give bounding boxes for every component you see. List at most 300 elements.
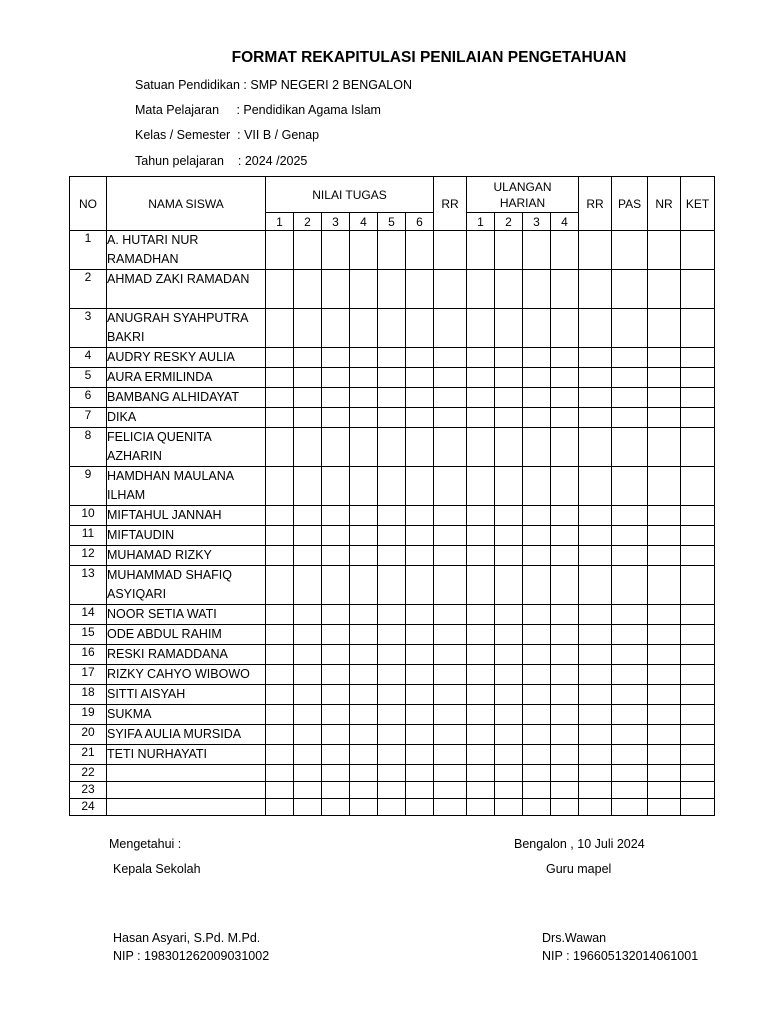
score-cell (467, 745, 495, 765)
info-value: Pendidikan Agama Islam (243, 103, 381, 117)
score-cell (378, 605, 406, 625)
score-cell (467, 705, 495, 725)
score-cell (406, 765, 434, 782)
score-cell (612, 705, 648, 725)
score-cell (551, 645, 579, 665)
score-cell (612, 765, 648, 782)
table-row (70, 368, 715, 388)
score-cell (551, 467, 579, 506)
score-cell (350, 605, 378, 625)
row-number: 18 (70, 685, 107, 705)
score-cell (681, 231, 715, 270)
row-number: 14 (70, 605, 107, 625)
score-cell (350, 799, 378, 816)
score-cell (350, 309, 378, 348)
score-cell (612, 368, 648, 388)
score-cell (266, 546, 294, 566)
score-cell (648, 467, 681, 506)
score-cell (467, 725, 495, 745)
score-cell (495, 388, 523, 408)
score-cell (495, 765, 523, 782)
row-number: 9 (70, 467, 107, 506)
score-cell (681, 625, 715, 645)
score-cell (551, 348, 579, 368)
score-cell (378, 368, 406, 388)
score-cell (579, 765, 612, 782)
table-row (70, 506, 715, 526)
student-name: DIKA (107, 408, 266, 428)
score-cell (266, 645, 294, 665)
score-cell (612, 665, 648, 685)
table-row (70, 705, 715, 725)
score-cell (434, 685, 467, 705)
score-cell (434, 309, 467, 348)
score-cell (378, 645, 406, 665)
score-cell (434, 408, 467, 428)
header-tugas-col: 3 (322, 213, 350, 231)
score-cell (648, 605, 681, 625)
score-cell (406, 368, 434, 388)
score-cell (350, 526, 378, 546)
score-cell (322, 368, 350, 388)
score-cell (322, 408, 350, 428)
score-cell (495, 645, 523, 665)
row-number: 15 (70, 625, 107, 645)
student-name: MUHAMMAD SHAFIQ ASYIQARI (107, 566, 266, 605)
score-cell (350, 645, 378, 665)
score-cell (350, 348, 378, 368)
score-cell (495, 685, 523, 705)
score-cell (467, 546, 495, 566)
score-cell (322, 348, 350, 368)
score-cell (612, 782, 648, 799)
score-cell (467, 408, 495, 428)
score-cell (322, 725, 350, 745)
score-cell (434, 705, 467, 725)
score-cell (681, 705, 715, 725)
score-cell (378, 546, 406, 566)
score-cell (467, 348, 495, 368)
student-name: RESKI RAMADDANA (107, 645, 266, 665)
score-cell (434, 665, 467, 685)
score-cell (648, 782, 681, 799)
score-cell (406, 645, 434, 665)
score-cell (322, 467, 350, 506)
score-cell (406, 428, 434, 467)
score-cell (350, 388, 378, 408)
score-cell (648, 408, 681, 428)
row-number: 13 (70, 566, 107, 605)
score-cell (551, 270, 579, 309)
score-cell (294, 428, 322, 467)
score-cell (681, 506, 715, 526)
score-cell (266, 231, 294, 270)
score-cell (495, 546, 523, 566)
score-cell (434, 605, 467, 625)
score-cell (648, 506, 681, 526)
score-cell (350, 765, 378, 782)
score-cell (648, 368, 681, 388)
table-row (70, 231, 715, 270)
table-row (70, 745, 715, 765)
score-cell (523, 309, 551, 348)
score-cell (648, 765, 681, 782)
score-cell (406, 526, 434, 546)
score-cell (523, 705, 551, 725)
student-name: SITTI AISYAH (107, 685, 266, 705)
student-name: AURA ERMILINDA (107, 368, 266, 388)
score-cell (648, 665, 681, 685)
score-cell (350, 546, 378, 566)
score-cell (434, 467, 467, 506)
score-cell (266, 765, 294, 782)
score-cell (551, 799, 579, 816)
score-cell (681, 665, 715, 685)
header-pas: PAS (612, 177, 648, 231)
score-cell (523, 765, 551, 782)
score-cell (681, 270, 715, 309)
score-cell (551, 665, 579, 685)
score-cell (523, 408, 551, 428)
score-cell (579, 467, 612, 506)
score-cell (551, 566, 579, 605)
score-cell (681, 546, 715, 566)
score-cell (467, 368, 495, 388)
score-cell (579, 745, 612, 765)
score-cell (350, 665, 378, 685)
score-cell (266, 408, 294, 428)
score-cell (681, 725, 715, 745)
score-cell (681, 799, 715, 816)
score-cell (467, 782, 495, 799)
score-cell (681, 745, 715, 765)
score-cell (467, 566, 495, 605)
score-cell (406, 782, 434, 799)
student-name: HAMDHAN MAULANA ILHAM (107, 467, 266, 506)
score-cell (467, 231, 495, 270)
header-ulangan-line2: HARIAN (499, 195, 546, 210)
score-cell (551, 428, 579, 467)
score-cell (322, 665, 350, 685)
score-cell (434, 428, 467, 467)
score-cell (612, 685, 648, 705)
score-cell (350, 506, 378, 526)
student-name: MIFTAUDIN (107, 526, 266, 546)
score-cell (406, 665, 434, 685)
row-number: 22 (70, 765, 107, 782)
score-cell (551, 745, 579, 765)
score-cell (648, 348, 681, 368)
score-cell (523, 605, 551, 625)
score-cell (579, 388, 612, 408)
score-cell (579, 685, 612, 705)
row-number: 11 (70, 526, 107, 546)
score-cell (495, 745, 523, 765)
score-cell (294, 467, 322, 506)
score-cell (495, 368, 523, 388)
score-cell (350, 725, 378, 745)
table-row (70, 526, 715, 546)
row-number: 16 (70, 645, 107, 665)
score-cell (551, 765, 579, 782)
score-cell (551, 309, 579, 348)
score-cell (612, 725, 648, 745)
score-cell (434, 625, 467, 645)
score-cell (350, 782, 378, 799)
table-row (70, 348, 715, 368)
student-name: BAMBANG ALHIDAYAT (107, 388, 266, 408)
row-number: 8 (70, 428, 107, 467)
score-cell (434, 725, 467, 745)
row-number: 7 (70, 408, 107, 428)
score-cell (350, 625, 378, 645)
score-cell (612, 348, 648, 368)
score-cell (681, 467, 715, 506)
score-cell (551, 782, 579, 799)
score-cell (648, 231, 681, 270)
score-cell (266, 782, 294, 799)
score-cell (523, 665, 551, 685)
score-cell (322, 428, 350, 467)
score-cell (523, 368, 551, 388)
score-cell (579, 625, 612, 645)
score-cell (579, 605, 612, 625)
student-name: TETI NURHAYATI (107, 745, 266, 765)
score-cell (266, 685, 294, 705)
score-cell (434, 231, 467, 270)
score-cell (612, 506, 648, 526)
score-cell (322, 765, 350, 782)
score-cell (467, 625, 495, 645)
score-cell (406, 725, 434, 745)
table-row (70, 270, 715, 309)
score-cell (579, 231, 612, 270)
row-number: 12 (70, 546, 107, 566)
row-number: 23 (70, 782, 107, 799)
score-cell (434, 388, 467, 408)
score-cell (523, 782, 551, 799)
score-cell (322, 745, 350, 765)
score-cell (551, 605, 579, 625)
score-cell (551, 725, 579, 745)
score-cell (322, 685, 350, 705)
footer-guru-nip: NIP : 196605132014061001 (542, 949, 699, 963)
score-cell (523, 270, 551, 309)
student-name: AHMAD ZAKI RAMADAN (107, 270, 266, 309)
row-number: 2 (70, 270, 107, 309)
score-cell (266, 309, 294, 348)
table-row (70, 566, 715, 605)
info-separator: : (223, 154, 245, 168)
score-cell (406, 745, 434, 765)
student-name: ODE ABDUL RAHIM (107, 625, 266, 645)
score-cell (523, 725, 551, 745)
score-cell (294, 765, 322, 782)
score-cell (322, 309, 350, 348)
score-cell (378, 625, 406, 645)
score-cell (648, 270, 681, 309)
score-cell (294, 526, 322, 546)
row-number: 10 (70, 506, 107, 526)
score-cell (294, 348, 322, 368)
score-cell (434, 526, 467, 546)
score-cell (495, 309, 523, 348)
score-cell (648, 725, 681, 745)
score-cell (294, 665, 322, 685)
score-cell (467, 645, 495, 665)
score-cell (579, 645, 612, 665)
score-cell (350, 368, 378, 388)
score-cell (495, 408, 523, 428)
header-rr-ulangan: RR (579, 177, 612, 231)
score-cell (378, 685, 406, 705)
score-cell (612, 605, 648, 625)
footer-kepala-name: Hasan Asyari, S.Pd. M.Pd. (113, 931, 261, 945)
header-row (70, 177, 715, 213)
score-cell (406, 348, 434, 368)
score-cell (378, 309, 406, 348)
info-value: 2024 /2025 (244, 154, 308, 168)
student-name (107, 782, 266, 799)
score-cell (350, 231, 378, 270)
score-cell (681, 645, 715, 665)
score-cell (378, 506, 406, 526)
row-number: 24 (70, 799, 107, 816)
score-cell (648, 645, 681, 665)
score-cell (378, 725, 406, 745)
score-cell (612, 745, 648, 765)
score-cell (378, 428, 406, 467)
score-cell (523, 645, 551, 665)
score-cell (378, 388, 406, 408)
score-cell (322, 799, 350, 816)
score-cell (467, 799, 495, 816)
info-label: Tahun pelajaran (135, 154, 224, 168)
score-cell (322, 526, 350, 546)
score-cell (495, 625, 523, 645)
table-row (70, 782, 715, 799)
score-cell (551, 388, 579, 408)
score-cell (434, 645, 467, 665)
score-cell (551, 368, 579, 388)
score-cell (266, 467, 294, 506)
score-cell (266, 725, 294, 745)
header-tugas-col: 2 (294, 213, 322, 231)
score-cell (406, 566, 434, 605)
row-number: 6 (70, 388, 107, 408)
score-cell (322, 625, 350, 645)
score-cell (612, 467, 648, 506)
score-cell (551, 231, 579, 270)
score-cell (406, 685, 434, 705)
table-row (70, 309, 715, 348)
score-cell (350, 685, 378, 705)
score-cell (467, 685, 495, 705)
student-name: ANUGRAH SYAHPUTRA BAKRI (107, 309, 266, 348)
header-rr-tugas: RR (434, 177, 467, 231)
score-cell (495, 348, 523, 368)
score-cell (322, 645, 350, 665)
score-cell (266, 428, 294, 467)
score-cell (467, 428, 495, 467)
score-cell (378, 665, 406, 685)
score-cell (406, 309, 434, 348)
score-cell (681, 605, 715, 625)
row-number: 17 (70, 665, 107, 685)
score-cell (579, 526, 612, 546)
score-cell (378, 765, 406, 782)
score-cell (681, 782, 715, 799)
score-cell (322, 782, 350, 799)
score-cell (434, 368, 467, 388)
score-cell (322, 566, 350, 605)
info-label: Kelas / Semester (135, 128, 231, 142)
score-cell (648, 526, 681, 546)
score-cell (294, 566, 322, 605)
header-tugas-col: 4 (350, 213, 378, 231)
grade-table-body (70, 231, 715, 816)
score-cell (406, 408, 434, 428)
score-cell (648, 309, 681, 348)
score-cell (551, 705, 579, 725)
score-cell (495, 799, 523, 816)
score-cell (467, 665, 495, 685)
score-cell (495, 467, 523, 506)
info-separator: : (239, 78, 251, 92)
score-cell (681, 348, 715, 368)
score-cell (378, 782, 406, 799)
score-cell (378, 799, 406, 816)
score-cell (551, 625, 579, 645)
score-cell (612, 645, 648, 665)
info-separator: : (219, 103, 244, 117)
header-ulangan-harian (467, 177, 579, 213)
footer-mengetahui: Mengetahui : (109, 837, 182, 851)
score-cell (495, 270, 523, 309)
score-cell (294, 546, 322, 566)
score-cell (681, 566, 715, 605)
row-number: 5 (70, 368, 107, 388)
score-cell (322, 546, 350, 566)
score-cell (551, 506, 579, 526)
row-number: 20 (70, 725, 107, 745)
score-cell (495, 665, 523, 685)
score-cell (648, 625, 681, 645)
score-cell (523, 526, 551, 546)
score-cell (579, 566, 612, 605)
footer-kepala-nip: NIP : 198301262009031002 (113, 949, 270, 963)
score-cell (579, 725, 612, 745)
score-cell (406, 546, 434, 566)
score-cell (523, 625, 551, 645)
student-name: SUKMA (107, 705, 266, 725)
score-cell (266, 270, 294, 309)
score-cell (406, 605, 434, 625)
score-cell (294, 645, 322, 665)
score-cell (467, 309, 495, 348)
score-cell (612, 526, 648, 546)
score-cell (648, 566, 681, 605)
score-cell (406, 231, 434, 270)
score-cell (467, 605, 495, 625)
score-cell (467, 467, 495, 506)
score-cell (579, 799, 612, 816)
score-cell (523, 348, 551, 368)
header-nama-siswa: NAMA SISWA (107, 177, 266, 231)
score-cell (612, 388, 648, 408)
score-cell (579, 506, 612, 526)
score-cell (294, 685, 322, 705)
